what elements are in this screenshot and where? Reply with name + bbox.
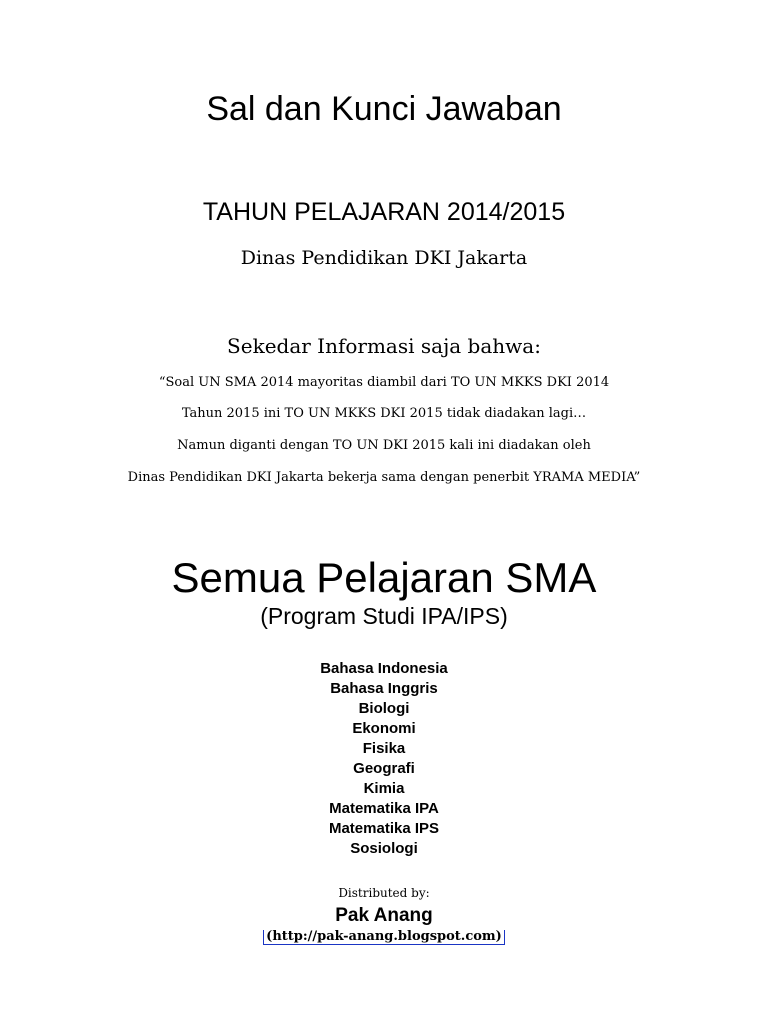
- subject-item: Ekonomi: [352, 720, 416, 737]
- distributor-link-container: [0, 930, 768, 945]
- subject-item: Matematika IPS: [328, 820, 440, 837]
- subject-item: Kimia: [363, 780, 405, 797]
- subject-item: Bahasa Indonesia: [320, 660, 448, 677]
- subject-item: Matematika IPA: [329, 800, 439, 817]
- main-heading: Semua Pelajaran SMA: [171, 554, 597, 601]
- quote-line: Dinas Pendidikan DKI Jakarta bekerja sama dengan penerbit YRAMA MEDIA”: [127, 470, 641, 485]
- distributor-blog-link[interactable]: (http://pak-anang.blogspot.com): [263, 930, 505, 945]
- distributor-name: Pak Anang: [335, 905, 433, 926]
- quote-line: Tahun 2015 ini TO UN MKKS DKI 2015 tidak diadakan lagi…: [181, 406, 587, 421]
- subject-item: Sosiologi: [350, 840, 418, 857]
- quote-line: Namun diganti dengan TO UN DKI 2015 kali ini diadakan oleh: [177, 438, 591, 453]
- quote-line: “Soal UN SMA 2014 mayoritas diambil dari TO UN MKKS DKI 2014: [158, 375, 610, 390]
- agency-name: Dinas Pendidikan DKI Jakarta: [240, 247, 528, 269]
- distributed-by-label: Distributed by:: [338, 886, 430, 900]
- program-subtitle: (Program Studi IPA/IPS): [260, 603, 508, 629]
- info-heading: Sekedar Informasi saja bahwa:: [227, 334, 541, 358]
- subject-list: [0, 659, 768, 859]
- document-title: Sal dan Kunci Jawaban: [206, 90, 562, 128]
- subject-item: Bahasa Inggris: [330, 680, 438, 697]
- subject-item: Biologi: [358, 700, 410, 717]
- academic-year-heading: TAHUN PELAJARAN 2014/2015: [202, 198, 566, 226]
- subject-item: Geografi: [353, 760, 415, 777]
- subject-item: Fisika: [362, 740, 406, 757]
